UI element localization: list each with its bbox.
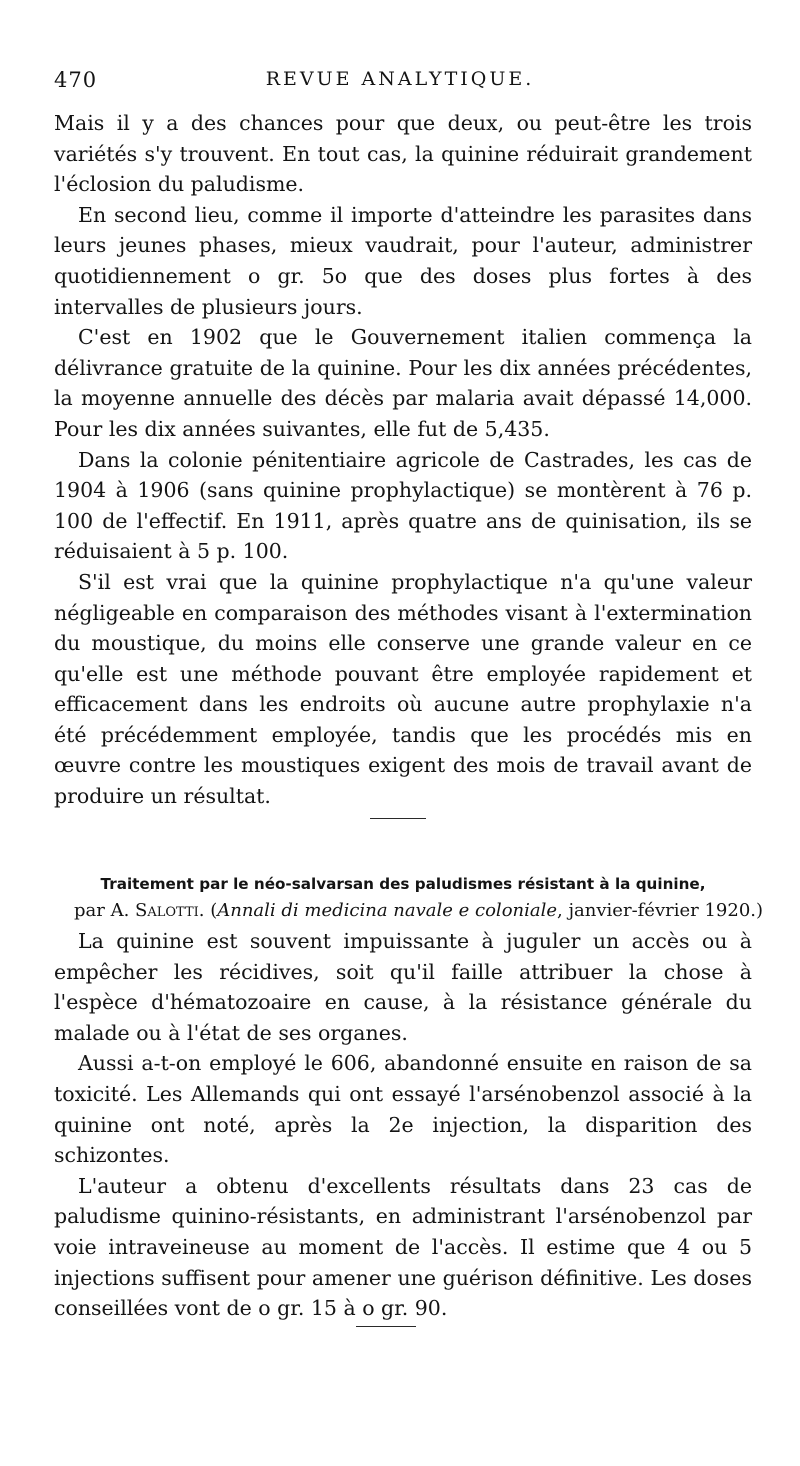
paragraph: La quinine est souvent impuissante à juguler un accès ou à empêcher les récidives, soit qu'il faille attribuer la chose à l'espèce d'hématozoaire en cause, à la résistance générale du malade ou à l'état de ses organes. [54, 929, 752, 1045]
paragraph: C'est en 1902 que le Gouvernement italien commença la délivrance gratuite de la quinine. Pour les dix années précédentes, la moyenne annuelle des décès par malaria avait dépassé 14,000. Pour les dix années suivantes, elle fut de 5,435. [54, 325, 752, 441]
section-divider [370, 818, 426, 819]
byline-open: . ( [198, 900, 218, 921]
section-neosalvarsan [54, 926, 752, 1324]
byline-prefix: par A. [74, 900, 130, 921]
article-title: Traitement par le néo-salvarsan des paludismes résistant à la quinine, [100, 875, 706, 893]
paragraph: L'auteur a obtenu d'excellents résultats dans 23 cas de paludisme quinino-résistants, en administrant l'arsénobenzol par voie intraveineuse au moment de l'accès. Il estime que 4 ou 5 injections suffisent pour amener une guérison définitive. Les doses conseillées vont de o gr. 15 à o gr. 90. [54, 1173, 752, 1321]
page-header [54, 68, 746, 102]
paragraph: Dans la colonie pénitentiaire agricole de Castrades, les cas de 1904 à 1906 (sans quinine prophylactique) se montèrent à 76 p. 100 de l'effectif. En 1911, après quatre ans de quinisation, ils se réduisaient à 5 p. 100. [54, 447, 752, 564]
section-quinine-prophylaxis [54, 108, 752, 812]
paragraph: Mais il y a des chances pour que deux, ou peut-être les trois variétés s'y trouvent. En tout cas, la quinine réduirait grandement l'éclosion du paludisme. [54, 111, 752, 197]
article-byline [74, 899, 764, 923]
page-number: 470 [54, 68, 98, 92]
paragraph: Aussi a-t-on employé le 606, abandonné ensuite en raison de sa toxicité. Les Allemands qui ont essayé l'arsénobenzol associé à la quinine ont noté, après la 2e injection, la disparition des schizontes. [54, 1051, 752, 1168]
author-name: Salotti [135, 900, 199, 921]
journal-name: Annali di medicina navale e coloniale [217, 900, 558, 921]
publication-date: , janvier-février 1920.) [557, 900, 764, 921]
paragraph: En second lieu, comme il importe d'atteindre les parasites dans leurs jeunes phases, mieux vaudrait, pour l'auteur, administrer quotidiennement o gr. 5o que des doses plus fortes à des intervalles de plusieurs jours. [54, 202, 752, 319]
running-title: REVUE ANALYTIQUE. [265, 68, 535, 90]
paragraph: S'il est vrai que la quinine prophylactique n'a qu'une valeur négligeable en comparaison des méthodes visant à l'extermination du moustique, du moins elle conserve une grande valeur en ce qu'elle est une méthode pouvant être employée rapidement et efficacement dans les endroits où aucune autre prophylaxie n'a été précédemment employée, tandis que les procédés mis en œuvre contre les moustiques exigent des mois de travail avant de produire un résultat. [54, 569, 752, 809]
end-divider [356, 1326, 416, 1327]
